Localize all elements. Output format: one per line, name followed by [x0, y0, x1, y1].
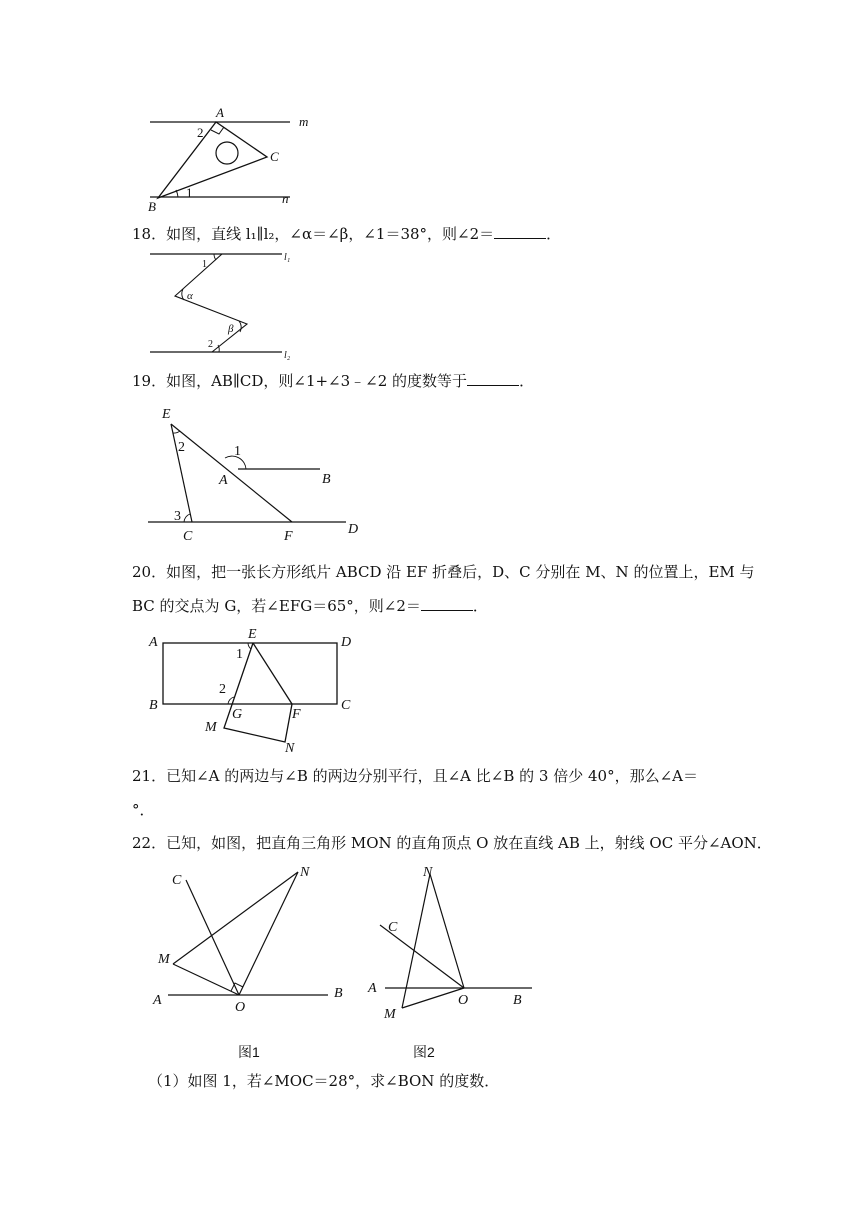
label-n: n — [282, 191, 289, 206]
label-angle-1: 1 — [186, 185, 193, 200]
q22-1-text: （1）如图 1，若∠MOC＝28°，求∠BON 的度数． — [148, 1072, 500, 1090]
q21-line-1: 21．已知∠A 的两边与∠B 的两边分别平行，且∠A 比∠B 的 3 倍少 40°，那么∠A＝ — [132, 767, 698, 785]
figure-22-2 — [360, 860, 550, 1025]
label-m: M — [158, 952, 170, 967]
label-beta: β — [228, 323, 234, 335]
triangle-hole — [216, 142, 238, 164]
label-a: A — [149, 635, 158, 650]
label-angle-2: 2 — [178, 440, 185, 455]
right-angle-mark — [211, 127, 224, 134]
label-l2: l₂ — [284, 350, 291, 361]
angle-1-arc — [248, 643, 251, 649]
figure-22-1-caption: 图1 — [238, 1044, 260, 1060]
q19-answer-blank[interactable] — [467, 371, 519, 386]
label-n: N — [423, 865, 433, 880]
angle-1-arc — [214, 254, 216, 260]
label-m: M — [384, 1007, 396, 1022]
label-e: E — [248, 627, 257, 642]
label-f: F — [284, 529, 293, 544]
label-m: M — [205, 720, 217, 735]
q19-text: 19．如图，AB∥CD，则∠1+∠3﹣∠2 的度数等于 — [132, 372, 468, 390]
label-a: A — [219, 473, 228, 488]
folded-part — [224, 643, 292, 742]
question-18: 18．如图，直线 l₁∥l₂，∠α＝∠β，∠1＝38°，则∠2＝ ． — [132, 225, 562, 243]
question-22 — [132, 832, 772, 854]
label-m: m — [299, 114, 309, 129]
label-b: B — [513, 993, 522, 1008]
q18-text: 18．如图，直线 l₁∥l₂，∠α＝∠β，∠1＝38°，则∠2＝ — [132, 225, 495, 243]
segment-on — [239, 872, 298, 995]
label-c: C — [172, 873, 182, 888]
angle-2-arc — [173, 431, 180, 433]
zigzag-path — [175, 254, 247, 352]
label-angle-1: 1 — [202, 259, 207, 270]
figure-20 — [140, 625, 370, 755]
label-g: G — [232, 707, 243, 722]
label-alpha: α — [187, 290, 193, 302]
ray-oc — [186, 880, 239, 995]
angle-3-arc — [184, 514, 190, 522]
figure-18 — [140, 246, 310, 361]
label-a: A — [368, 981, 377, 996]
label-b: B — [148, 199, 156, 214]
q21-line-2: °． — [132, 801, 155, 819]
label-angle-1: 1 — [234, 444, 241, 459]
q22-text: 22．已知，如图，把直角三角形 MON 的直角顶点 O 放在直线 AB 上，射线 OC 平分∠AON． — [132, 834, 772, 852]
label-b: B — [322, 472, 331, 487]
label-e: E — [162, 407, 171, 422]
label-angle-2: 2 — [219, 682, 226, 697]
label-b: B — [334, 986, 343, 1001]
label-d: D — [348, 522, 359, 537]
label-a: A — [153, 993, 162, 1008]
figure-22-2-caption: 图2 — [413, 1044, 435, 1060]
label-c: C — [183, 529, 193, 544]
q20-line-2: BC 的交点为 G，若∠EFG＝65°，则∠2＝ — [132, 597, 421, 615]
figure-17 — [140, 100, 340, 215]
label-f: F — [292, 707, 301, 722]
label-n: N — [300, 865, 310, 880]
question-21 — [132, 765, 698, 821]
q20-line-1: 20．如图，把一张长方形纸片 ABCD 沿 EF 折叠后，D、C 分别在 M、N 的位置上，EM 与 — [132, 563, 755, 581]
segment-ef — [253, 643, 292, 704]
figure-22-1 — [148, 860, 358, 1020]
q20-answer-blank[interactable] — [421, 596, 473, 611]
segment-on — [430, 874, 464, 988]
label-n: N — [285, 741, 295, 756]
question-22-part-1 — [148, 1070, 499, 1092]
label-angle-1: 1 — [236, 647, 243, 662]
question-19: 19．如图，AB∥CD，则∠1+∠3﹣∠2 的度数等于 ． — [132, 372, 535, 390]
label-o: O — [235, 1000, 246, 1015]
figure-19 — [140, 400, 370, 545]
triangle-abc — [158, 122, 267, 198]
segment-om — [173, 964, 239, 995]
label-c: C — [388, 920, 398, 935]
label-c: C — [270, 149, 279, 164]
label-d: D — [341, 635, 352, 650]
label-c: C — [341, 698, 351, 713]
label-angle-3: 3 — [174, 509, 181, 524]
segment-om — [402, 988, 464, 1008]
label-angle-2: 2 — [197, 125, 204, 140]
label-a: A — [216, 105, 224, 120]
label-o: O — [458, 993, 469, 1008]
question-20: 20．如图，把一张长方形纸片 ABCD 沿 EF 折叠后，D、C 分别在 M、N 的位置上，EM 与 BC 的交点为 G，若∠EFG＝65°，则∠2＝ ． — [132, 563, 755, 615]
label-angle-2: 2 — [208, 339, 213, 350]
segment-mn — [173, 872, 298, 964]
label-b: B — [149, 698, 158, 713]
label-l1: l₁ — [284, 252, 291, 263]
q18-answer-blank[interactable] — [494, 224, 546, 239]
